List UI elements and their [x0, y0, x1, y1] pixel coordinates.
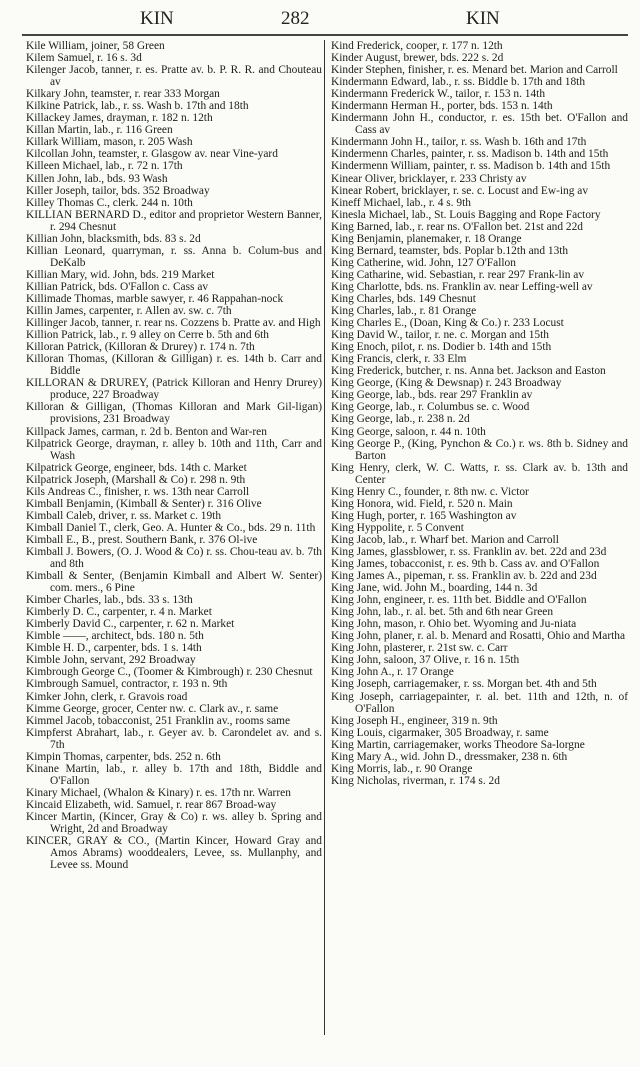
directory-entry: King James, tobacconist, r. es. 9th b. Cass av. and O'Fallon: [331, 558, 600, 571]
directory-entry: Killin James, carpenter, r. Allen av. sw. c. 7th: [26, 305, 232, 318]
directory-entry: King Catharine, wid. Sebastian, r. rear 297 Frank-lin av: [331, 268, 585, 281]
directory-entry: Killey Thomas C., clerk. 244 n. 10th: [26, 196, 193, 209]
running-head-right: KIN: [466, 8, 500, 29]
directory-entry: Kile William, joiner, 58 Green: [26, 40, 165, 52]
directory-entry: Killoran & Gilligan, (Thomas Killoran and Mark Gil-ligan) provisions, 231 Broadway: [26, 401, 322, 426]
directory-entry: King Henry C., founder, r. 8th nw. c. Victor: [331, 485, 529, 498]
directory-entry: Killimade Thomas, marble sawyer, r. 46 Rappahan-nock: [26, 292, 284, 305]
directory-entry: Killian Leonard, quarryman, r. ss. Anna b. Colum-bus and DeKalb: [26, 244, 322, 269]
directory-entry: Kinear Oliver, bricklayer, r. 233 Christy av: [331, 172, 527, 185]
directory-entry: Kinane Martin, lab., r. alley b. 17th and 18th, Biddle and O'Fallon: [26, 762, 322, 787]
directory-entry: Kindermann Frederick W., tailor, r. 153 n. 14th: [331, 88, 546, 101]
directory-entry: King Barned, lab., r. rear ns. O'Fallon bet. 21st and 22d: [331, 220, 583, 233]
directory-entry: Kindermann Edward, lab., r. ss. Biddle b. 17th and 18th: [331, 76, 586, 89]
directory-entry: Kimball Benjamin, (Kimball & Senter) r. 316 Olive: [26, 497, 262, 510]
directory-entry: Kilkary John, teamster, r. rear 333 Morgan: [26, 88, 220, 101]
directory-entry: Kindermenn William, painter, r. ss. Madison b. 14th and 15th: [331, 160, 611, 173]
directory-entry: King Nicholas, riverman, r. 174 s. 2d: [331, 774, 500, 787]
column-divider: [324, 40, 325, 1035]
directory-entry: Kindermann John H., conductor, r. es. 15th bet. O'Fallon and Cass av: [331, 112, 628, 137]
directory-entry: Kindermenn Charles, painter, r. ss. Madison b. 14th and 15th: [331, 148, 609, 161]
directory-entry: King George, lab., r. Columbus se. c. Wood: [331, 401, 530, 414]
directory-entry: King John, plasterer, r. 21st sw. c. Carr: [331, 642, 508, 655]
directory-entry: King Joseph, carriagemaker, r. ss. Morgan bet. 4th and 5th: [331, 678, 597, 691]
directory-entry: Kimber Charles, lab., bds. 33 s. 13th: [26, 594, 193, 607]
directory-entry: Killackey James, drayman, r. 182 n. 12th: [26, 112, 213, 125]
directory-entry: King Jane, wid. John M., boarding, 144 n. 3d: [331, 582, 538, 595]
directory-entry: King Henry, clerk, W. C. Watts, r. ss. Clark av. b. 13th and Center: [331, 461, 628, 486]
directory-entry: Kilpatrick George, drayman, r. alley b. 10th and 11th, Carr and Wash: [26, 437, 322, 462]
directory-entry: Killan Martin, lab., r. 116 Green: [26, 124, 173, 137]
directory-entry: King Bernard, teamster, bds. Poplar b.12th and 13th: [331, 244, 569, 257]
page-number: 282: [281, 8, 310, 29]
directory-entry: Kimme George, grocer, Center nw. c. Clark av., r. same: [26, 702, 279, 715]
directory-entry: Kimpin Thomas, carpenter, bds. 252 n. 6th: [26, 750, 221, 763]
directory-entry: King Hugh, porter, r. 165 Washington av: [331, 509, 517, 522]
directory-entry: Kilcollan John, teamster, r. Glasgow av. near Vine-yard: [26, 148, 278, 161]
directory-entry: King George, saloon, r. 44 n. 10th: [331, 425, 486, 438]
directory-entry: Killen John, lab., bds. 93 Wash: [26, 172, 168, 185]
directory-entry: King James, glassblower, r. ss. Franklin av. bet. 22d and 23d: [331, 545, 607, 558]
directory-entry: Kimker John, clerk, r. Gravois road: [26, 690, 188, 703]
directory-entry: Kimberly David C., carpenter, r. 62 n. Market: [26, 618, 235, 631]
directory-entry: Killark William, mason, r. 205 Wash: [26, 136, 193, 149]
directory-entry: King David W., tailor, r. ne. c. Morgan and 15th: [331, 329, 549, 342]
directory-entry: Kimball & Senter, (Benjamin Kimball and Albert W. Senter) com. mers., 6 Pine: [26, 570, 322, 595]
directory-entry: Kimball Caleb, driver, r. ss. Market c. 19th: [26, 509, 222, 522]
directory-entry: Kimble ——, architect, bds. 180 n. 5th: [26, 630, 204, 643]
directory-entry: King Catherine, wid. John, 127 O'Fallon: [331, 256, 516, 269]
directory-entry: King Charles, lab., r. 81 Orange: [331, 305, 477, 318]
directory-entry: King John A., r. 17 Orange: [331, 666, 454, 679]
directory-entry: Killoran Patrick, (Killoran & Drurey) r. 174 n. 7th: [26, 341, 255, 354]
directory-entry: Kils Andreas C., finisher, r. ws. 13th near Carroll: [26, 485, 250, 498]
directory-entry: Kinary Michael, (Whalon & Kinary) r. es. 17th nr. Warren: [26, 786, 291, 799]
directory-entry: Killeen Michael, lab., r. 72 n. 17th: [26, 160, 183, 173]
directory-entry: King John, engineer, r. es. 11th bet. Biddle and O'Fallon: [331, 594, 587, 607]
directory-entry: King Charles, bds. 149 Chesnut: [331, 292, 476, 305]
directory-entry: King Honora, wid. Field, r. 520 n. Main: [331, 497, 513, 510]
directory-entry: Kilpatrick George, engineer, bds. 14th c. Market: [26, 461, 247, 474]
directory-entry: King Jacob, lab., r. Wharf bet. Marion and Carroll: [331, 533, 559, 546]
directory-entry: Kimball J. Bowers, (O. J. Wood & Co) r. ss. Chou-teau av. b. 7th and 8th: [26, 545, 322, 571]
directory-entry: King Frederick, butcher, r. ns. Anna bet. Jackson and Easton: [331, 365, 606, 378]
directory-entry: King George P., (King, Pynchon & Co.) r. ws. 8th b. Sidney and Barton: [331, 437, 628, 462]
running-head-left: KIN: [140, 8, 174, 29]
directory-entry: King Enoch, pilot, r. ns. Dodier b. 14th and 15th: [331, 341, 552, 354]
directory-entry: Kimball E., B., prest. Southern Bank, r. 376 Ol-ive: [26, 533, 258, 546]
directory-entry: Kimble H. D., carpenter, bds. 1 s. 14th: [26, 642, 202, 655]
directory-entry: King George, lab., bds. rear 297 Franklin av: [331, 389, 533, 402]
directory-entry: Killion Patrick, lab., r. 9 alley on Cerre b. 5th and 6th: [26, 329, 269, 342]
directory-entry: Kindermann Herman H., porter, bds. 153 n. 14th: [331, 100, 553, 113]
directory-entry: King Charlotte, bds. ns. Franklin av. near Leffing-well av: [331, 280, 593, 293]
right-column: [331, 40, 628, 787]
directory-entry: Killian Mary, wid. John, bds. 219 Market: [26, 268, 215, 281]
directory-entry: Kind Frederick, cooper, r. 177 n. 12th: [331, 40, 503, 52]
directory-entry: King Benjamin, planemaker, r. 18 Orange: [331, 232, 522, 245]
directory-entry: Kimpferst Abrahart, lab., r. Geyer av. b. Carondelet av. and s. 7th: [26, 726, 322, 751]
directory-entry: Kilenger Jacob, tanner, r. es. Pratte av. b. P. R. R. and Chouteau av: [26, 64, 322, 89]
directory-entry: Kimmel Jacob, tobacconist, 251 Franklin av., rooms same: [26, 714, 291, 727]
directory-entry: Kilpatrick Joseph, (Marshall & Co) r. 298 n. 9th: [26, 473, 246, 486]
directory-entry: Kineff Michael, lab., r. 4 s. 9th: [331, 196, 471, 209]
directory-entry: Killoran Thomas, (Killoran & Gilligan) r. es. 14th b. Carr and Biddle: [26, 353, 322, 378]
directory-entry: Kinder August, brewer, bds. 222 s. 2d: [331, 52, 504, 65]
directory-entry: King James A., pipeman, r. ss. Franklin av. b. 22d and 23d: [331, 570, 597, 583]
directory-entry: Killer Joseph, tailor, bds. 352 Broadway: [26, 184, 210, 197]
directory-entry: Kincaid Elizabeth, wid. Samuel, r. rear 867 Broad-way: [26, 798, 277, 811]
directory-entry: King Joseph H., engineer, 319 n. 9th: [331, 714, 498, 727]
directory-entry: KILLORAN & DRUREY, (Patrick Killoran and Henry Drurey) produce, 227 Broadway: [26, 377, 322, 402]
directory-entry: Killinger Jacob, tanner, r. rear ns. Cozzens b. Pratte av. and High: [26, 317, 321, 330]
directory-entry: Killian John, blacksmith, bds. 83 s. 2d: [26, 232, 201, 245]
directory-entry: King John, planer, r. al. b. Menard and Rosatti, Ohio and Martha: [331, 630, 626, 643]
header-rule: [22, 34, 628, 36]
directory-entry: King Hyppolite, r. 5 Convent: [331, 521, 464, 534]
directory-entry: KINCER, GRAY & CO., (Martin Kincer, Howard Gray and Amos Abrams) wooddealers, Levee, ss. Mullanphy, and Levee ss. Mound: [26, 835, 322, 872]
directory-entry: King John, lab., r. al. bet. 5th and 6th near Green: [331, 606, 554, 619]
directory-entry: Kinesla Michael, lab., St. Louis Bagging and Rope Factory: [331, 208, 601, 221]
directory-entry: Kimbrough George C., (Toomer & Kimbrough) r. 230 Chesnut: [26, 666, 313, 679]
directory-entry: Kimberly D. C., carpenter, r. 4 n. Market: [26, 606, 212, 619]
directory-entry: Kinear Robert, bricklayer, r. se. c. Locust and Ew-ing av: [331, 184, 589, 197]
directory-entry: King John, mason, r. Ohio bet. Wyoming and Ju-niata: [331, 618, 577, 631]
directory-entry: King Morris, lab., r. 90 Orange: [331, 762, 473, 775]
directory-entry: Kindermann John H., tailor, r. ss. Wash b. 16th and 17th: [331, 136, 587, 149]
directory-entry: King Joseph, carriagepainter, r. al. bet. 11th and 12th, n. of O'Fallon: [331, 690, 628, 715]
directory-entry: Kimbrough Samuel, contractor, r. 193 n. 9th: [26, 678, 228, 691]
directory-entry: King Charles E., (Doan, King & Co.) r. 233 Locust: [331, 317, 564, 330]
directory-entry: Kinder Stephen, finisher, r. es. Menard bet. Marion and Carroll: [331, 64, 618, 77]
directory-entry: Killpack James, carman, r. 2d b. Benton and War-ren: [26, 425, 267, 438]
directory-entry: Kilem Samuel, r. 16 s. 3d: [26, 52, 142, 65]
directory-entry: King Louis, cigarmaker, 305 Broadway, r. same: [331, 726, 549, 739]
directory-entry: King George, (King & Dewsnap) r. 243 Broadway: [331, 377, 562, 390]
directory-entry: King John, saloon, 37 Olive, r. 16 n. 15th: [331, 654, 520, 667]
directory-entry: Kincer Martin, (Kincer, Gray & Co) r. ws. alley b. Spring and Wright, 2d and Broadway: [26, 811, 322, 836]
directory-entry: Killian Patrick, bds. O'Fallon c. Cass av: [26, 280, 209, 293]
directory-entry: Kimball Daniel T., clerk, Geo. A. Hunter & Co., bds. 29 n. 11th: [26, 521, 316, 534]
directory-entry: King George, lab., r. 238 n. 2d: [331, 413, 470, 426]
directory-entry: Kilkine Patrick, lab., r. ss. Wash b. 17th and 18th: [26, 100, 249, 113]
directory-entry: King Martin, carriagemaker, works Theodore Sa-lorgne: [331, 738, 585, 751]
left-column: [26, 40, 322, 871]
directory-entry: King Francis, clerk, r. 33 Elm: [331, 353, 467, 366]
directory-entry: Kimble John, servant, 292 Broadway: [26, 654, 196, 667]
directory-entry: KILLIAN BERNARD D., editor and proprietor Western Banner, r. 294 Chesnut: [26, 208, 322, 233]
directory-entry: King Mary A., wid. John D., dressmaker, 238 n. 6th: [331, 750, 568, 763]
